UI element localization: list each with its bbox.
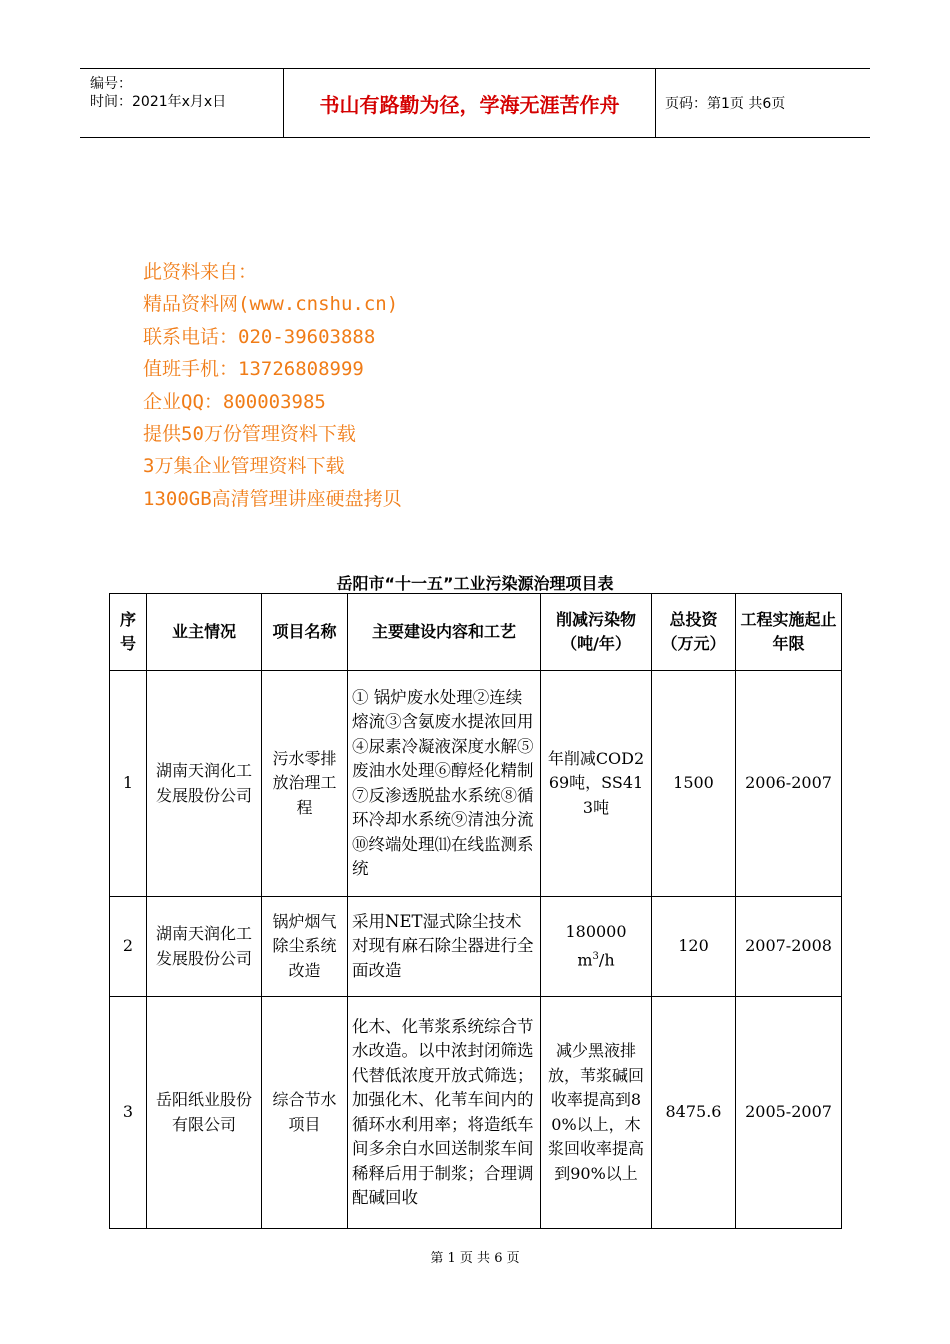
promo-line: 联系电话：020-39603888: [143, 325, 376, 348]
row-number: 1: [110, 671, 147, 897]
row-number: 2: [110, 897, 147, 997]
row-period: 2007-2008: [736, 897, 842, 997]
header-cell: 削减污染物（吨/年）: [541, 594, 652, 671]
row-reduction: 减少黑液排放，苇浆碱回收率提高到80%以上，木浆回收率提高到90%以上: [541, 997, 652, 1229]
table-row: [110, 897, 842, 997]
row-project: 锅炉烟气除尘系统改造: [262, 897, 348, 997]
row-reduction: 年削减COD269吨，SS413吨: [541, 671, 652, 897]
header-cell: 序号: [110, 594, 147, 671]
row-owner: 湖南天润化工发展股份公司: [147, 671, 262, 897]
reduction-unit-sup: 3: [592, 950, 599, 962]
promo-line: 企业QQ：800003985: [143, 390, 326, 413]
header-cell: 主要建设内容和工艺: [348, 594, 541, 671]
header-page-info: 页码：第1页 共6页: [665, 96, 786, 112]
table-row: [110, 997, 842, 1229]
promo-line: 此资料来自：: [143, 261, 258, 283]
row-content: 采用NET湿式除尘技术对现有麻石除尘器进行全面改造: [348, 897, 541, 997]
promo-line: 3万集企业管理资料下载: [143, 455, 345, 478]
header-cell: 总投资（万元）: [652, 594, 736, 671]
row-investment: 120: [652, 897, 736, 997]
row-period: 2006-2007: [736, 671, 842, 897]
reduction-value: 180000: [565, 922, 627, 942]
page-footer: 第 1 页 共 6 页: [430, 1251, 520, 1266]
row-reduction: [541, 897, 652, 997]
row-content: 化木、化苇浆系统综合节水改造。以中浓封闭筛选代替低浓度开放式筛选；加强化木、化苇车间内的循环水利用率；将造纸车间多余白水回送制浆车间稀释后用于制浆；合理调配碱回收: [348, 997, 541, 1229]
row-owner: 岳阳纸业股份有限公司: [147, 997, 262, 1229]
row-number: 3: [110, 997, 147, 1229]
row-project: 污水零排放治理工程: [262, 671, 348, 897]
row-content: ① 锅炉废水处理②连续熔流③含氨废水提浓回用④尿素冷凝液深度水解⑤废油水处理⑥醇烃化精制⑦反渗透脱盐水系统⑧循环冷却水系统⑨清浊分流⑩终端处理⑾在线监测系统: [348, 671, 541, 897]
reduction-unit-tail: /h: [598, 950, 615, 970]
header-meta: [80, 69, 284, 137]
row-owner: 湖南天润化工发展股份公司: [147, 897, 262, 997]
number-label: 编号：: [90, 76, 132, 92]
header-motto: 书山有路勤为径，学海无涯苦作舟: [284, 69, 656, 137]
promo-line: 精品资料网(www.cnshu.cn): [143, 293, 399, 316]
promo-line: 值班手机：13726808999: [143, 358, 364, 381]
row-period: 2005-2007: [736, 997, 842, 1229]
header-cell: 项目名称: [262, 594, 348, 671]
table-row: [110, 671, 842, 897]
header-cell: 工程实施起止年限: [736, 594, 842, 671]
table-header-row: [110, 594, 842, 671]
promo-line: 1300GB高清管理讲座硬盘拷贝: [143, 487, 402, 510]
project-table: [109, 593, 842, 1229]
promo-block: [143, 256, 402, 515]
table-title: 岳阳市“十一五”工业污染源治理项目表: [336, 574, 614, 593]
row-investment: 1500: [652, 671, 736, 897]
row-investment: 8475.6: [652, 997, 736, 1229]
page-header: [80, 68, 870, 138]
time-label: 时间：2021年x月x日: [90, 94, 227, 110]
row-project: 综合节水项目: [262, 997, 348, 1229]
promo-line: 提供50万份管理资料下载: [143, 422, 356, 445]
header-cell: 业主情况: [147, 594, 262, 671]
reduction-unit: m: [577, 950, 593, 970]
